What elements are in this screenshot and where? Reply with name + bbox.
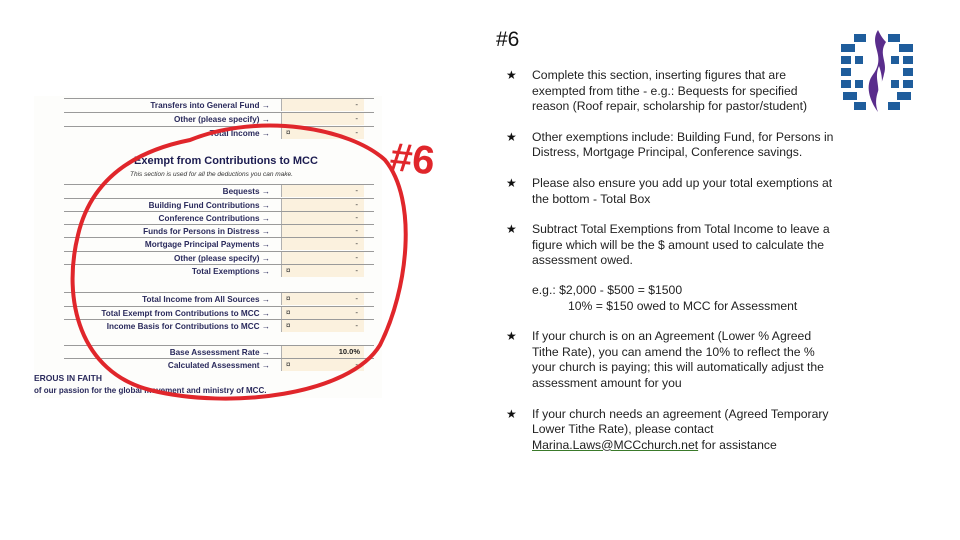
list-item: ★ Other exemptions include: Building Fund, for Persons in Distress, Mortgage Principal, Conference savings. (506, 129, 834, 160)
form-row-building-fund: Building Fund Contributions → - (64, 198, 374, 212)
form-row-other-exempt: Other (please specify) → - (64, 251, 374, 265)
example-calculation: e.g.: $2,000 - $500 = $1500 10% = $150 owed to MCC for Assessment (532, 282, 798, 313)
instruction-list (506, 68, 836, 453)
list-item: ★ Complete this section, inserting figures that are exempted from tithe - e.g.: Bequests for specified reason (Roof repair, scholarship for pastor/student) (506, 68, 808, 114)
section-note: This section is used for all the deductions you can make. (130, 171, 293, 178)
slide-title: #6 (496, 28, 520, 51)
form-row-base-rate: Base Assessment Rate → 10.0% (64, 345, 374, 359)
list-item: ★ Subtract Total Exemptions from Total Income to leave a figure which will be the $ amount used to calculate the assessment owed. (506, 222, 830, 268)
form-row-transfers: Transfers into General Fund → - (64, 98, 374, 112)
list-item: ★ Please also ensure you add up your total exemptions at the bottom - Total Box (506, 175, 833, 206)
form-row-other: Other (please specify) → - (64, 112, 374, 126)
form-row-total-exempt-mcc: Total Exempt from Contributions to MCC → ¤ - (64, 306, 374, 320)
star-icon: ★ (506, 129, 517, 144)
mcc-logo-icon (838, 26, 916, 116)
list-item: ★ If your church needs an agreement (Agreed Temporary Lower Tithe Rate), please contact Marina.Laws@MCCchurch.net for assistance (506, 406, 829, 452)
star-icon: ★ (506, 222, 517, 237)
form-row-calculated-assessment: Calculated Assessment → ¤ - (64, 358, 374, 372)
star-icon: ★ (506, 68, 517, 82)
form-row-mortgage: Mortgage Principal Payments → - (64, 237, 374, 251)
form-row-income-basis: Income Basis for Contributions to MCC → ¤ - (64, 319, 374, 333)
form-row-total-income: Total Income → ¤ - (64, 126, 374, 140)
list-item: ★ If your church is on an Agreement (Lower % Agreed Tithe Rate), you can amend the 10% to reflect the % your church is paying; this will automatically adjust the assessment amount for you (506, 329, 824, 390)
star-icon: ★ (506, 175, 517, 190)
form-row-total-all-sources: Total Income from All Sources → ¤ - (64, 292, 374, 306)
form-row-total-exemptions: Total Exemptions → ¤ - (64, 264, 374, 278)
form-scan (34, 96, 382, 398)
handwritten-mark: #6 (387, 135, 437, 184)
star-icon: ★ (506, 329, 517, 344)
email-link[interactable]: Marina.Laws@MCCchurch.net (532, 437, 699, 452)
footer-line-1: EROUS IN FAITH (34, 373, 103, 383)
star-icon: ★ (506, 406, 517, 421)
section-title: Exempt from Contributions to MCC (134, 155, 318, 167)
footer-line-2: of our passion for the global movement and ministry of MCC. (34, 386, 267, 395)
form-row-conference: Conference Contributions → - (64, 211, 374, 225)
form-row-bequests: Bequests → - (64, 184, 374, 198)
form-row-persons-distress: Funds for Persons in Distress → - (64, 224, 374, 238)
